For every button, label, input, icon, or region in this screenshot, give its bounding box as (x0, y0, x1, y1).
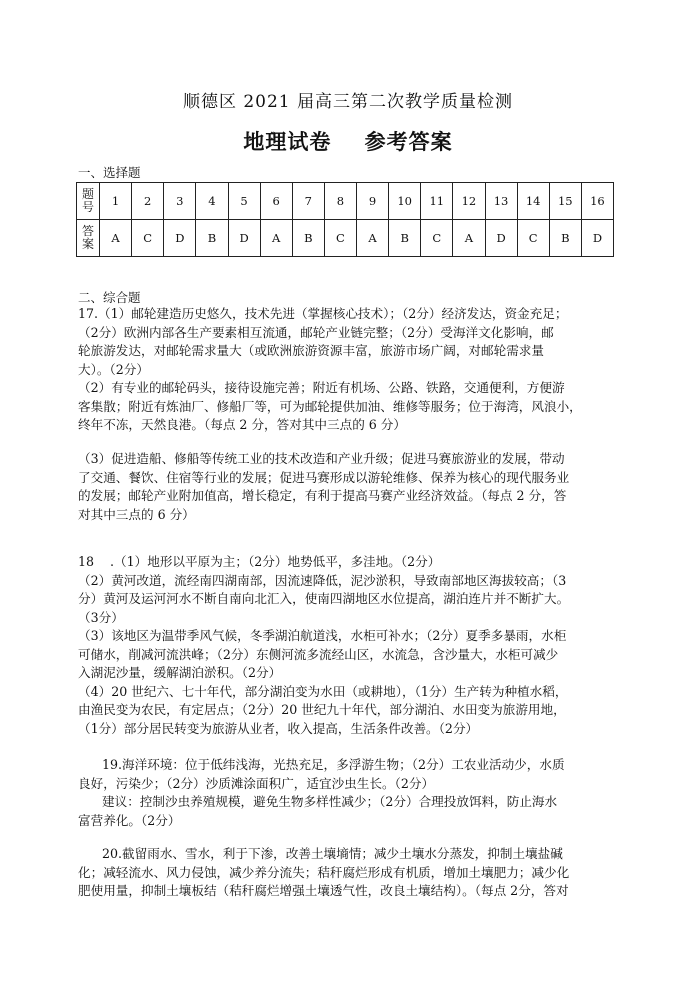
table-cell: C (132, 220, 164, 257)
table-cell: 3 (164, 183, 196, 220)
text-line: 建议：控制沙虫养殖规模，避免生物多样性减少；（2分）合理投放饵料，防止海水 (78, 794, 558, 809)
table-cell: C (324, 220, 356, 257)
text-line: 分）黄河及运河河水不断自南向北汇入，使南四湖地区水位提高，湖泊连片并不断扩大。 (78, 591, 570, 606)
text-line: （2分）欧洲内部各生产要素相互流通，邮轮产业链完整；（2分）受海洋文化影响，邮 (78, 324, 554, 340)
table-cell: 11 (421, 183, 453, 220)
table-cell: 16 (581, 183, 613, 220)
text-line: 客集散；附近有炼油厂、修船厂等，可为邮轮提供加油、维修等服务；位于海湾，风浪小， (78, 398, 582, 414)
text-line: 对其中三点的 6 分） (78, 506, 195, 522)
row-label-number: 题号 (77, 183, 100, 220)
table-cell: A (357, 220, 389, 257)
answer-q17-part1-2 (78, 305, 630, 435)
table-cell: B (196, 220, 228, 257)
table-cell: 5 (228, 183, 260, 220)
table-cell: 2 (132, 183, 164, 220)
table-cell: 4 (196, 183, 228, 220)
page-subtitle: 地理试卷 参考答案 (243, 129, 453, 154)
text-line: （3分） (78, 609, 124, 625)
answer-q18 (78, 553, 630, 738)
text-line: （4）20 世纪六、七十年代，部分湖泊变为水田（或耕地），（1分）生产转为种植水稻， (78, 683, 568, 699)
text-line: 由渔民变为农民，有定居点；（2分）20 世纪九十年代，部分湖泊、水田变为旅游用地， (78, 702, 566, 717)
section-heading-choice: 一、选择题 (78, 165, 141, 180)
table-cell: B (549, 220, 581, 257)
text-line: 轮旅游发达，对邮轮需求量大（或欧洲旅游资源丰富，旅游市场广阔，对邮轮需求量 (78, 343, 544, 358)
text-line: 入湖泥沙量，缓解湖泊淤积。（2分） (78, 665, 282, 680)
text-line: 终年不冻，天然良港。（每点 2 分，答对其中三点的 6 分） (78, 417, 406, 432)
table-cell: B (292, 220, 324, 257)
text-line: 17.（1）邮轮建造历史悠久，技术先进（掌握核心技术）；（2分）经济发达，资金充足； (78, 306, 568, 321)
table-cell: 8 (324, 183, 356, 220)
table-row-numbers (77, 183, 614, 220)
page-title: 顺德区 2021 届高三第二次教学质量检测 (182, 92, 514, 112)
table-cell: 9 (357, 183, 389, 220)
table-cell: D (228, 220, 260, 257)
text-line: （3）促进造船、修船等传统工业的技术改造和产业升级；促进马赛旅游业的发展，带动 (78, 451, 565, 466)
answer-q19 (78, 756, 630, 830)
text-line: （2）黄河改道，流经南四湖南部，因流速降低，泥沙淤积，导致南部地区海拔较高；（3 (78, 572, 567, 588)
row-label-answer: 答案 (77, 220, 100, 257)
table-cell: A (100, 220, 132, 257)
table-cell: D (164, 220, 196, 257)
text-line: 化；减轻流水、风力侵蚀，减少养分流失；秸秆腐烂形成有机质，增加土壤肥力；减少化 (78, 864, 570, 880)
table-cell: 12 (453, 183, 485, 220)
text-line: 肥使用量，抑制土壤板结（秸秆腐烂增强土壤透气性，改良土壤结构）。（每点 2分，答对 (78, 883, 569, 898)
table-cell: C (421, 220, 453, 257)
text-line: 良好，污染少；（2分）沙质滩涂面积广，适宜沙虫生长。（2分） (78, 775, 435, 791)
table-cell: 6 (260, 183, 292, 220)
text-line: 的发展；邮轮产业附加值高，增长稳定，有利于提高马赛产业经济效益。（每点 2 分，答 (78, 488, 567, 503)
table-cell: A (260, 220, 292, 257)
table-cell: D (581, 220, 613, 257)
table-cell: B (389, 220, 421, 257)
section-heading-comprehensive: 二、综合题 (78, 290, 141, 305)
text-line: 18 .（1）地形以平原为主；（2分）地势低平，多洼地。（2分） (78, 554, 441, 569)
table-cell: D (485, 220, 517, 257)
table-cell: C (517, 220, 549, 257)
text-line: 20.截留雨水、雪水，利于下渗，改善土壤墒情；减少土壤水分蒸发，抑制土壤盐碱 (78, 846, 563, 861)
table-row-answers (77, 220, 614, 257)
text-line: 了交通、餐饮、住宿等行业的发展；促进马赛形成以游轮维修、保养为核心的现代服务业 (78, 469, 570, 485)
table-cell: 10 (389, 183, 421, 220)
text-line: 19.海洋环境：位于低纬浅海，光热充足，多浮游生物；（2分）工农业活动少，水质 (78, 757, 565, 772)
text-line: 富营养化。（2分） (78, 812, 181, 828)
table-cell: 7 (292, 183, 324, 220)
table-cell: 15 (549, 183, 581, 220)
table-cell: 13 (485, 183, 517, 220)
table-cell: 1 (100, 183, 132, 220)
text-line: （2）有专业的邮轮码头，接待设施完善；附近有机场、公路、铁路，交通便利，方便游 (78, 380, 565, 395)
table-cell: A (453, 220, 485, 257)
text-line: （3）该地区为温带季风气候，冬季湖泊航道浅，水柜可补水；（2分）夏季多暴雨，水柜 (78, 628, 567, 643)
answer-table (76, 182, 614, 257)
text-line: 大）。（2分） (78, 361, 149, 377)
answer-q20 (78, 845, 630, 901)
text-line: 可储水，削减河流洪峰；（2分）东侧河流多流经山区，水流急，含沙量大，水柜可减少 (78, 646, 559, 662)
table-cell: 14 (517, 183, 549, 220)
text-line: （1分）部分居民转变为旅游从业者，收入提高，生活条件改善。（2分） (78, 720, 479, 736)
answer-q17-part3 (78, 450, 630, 524)
